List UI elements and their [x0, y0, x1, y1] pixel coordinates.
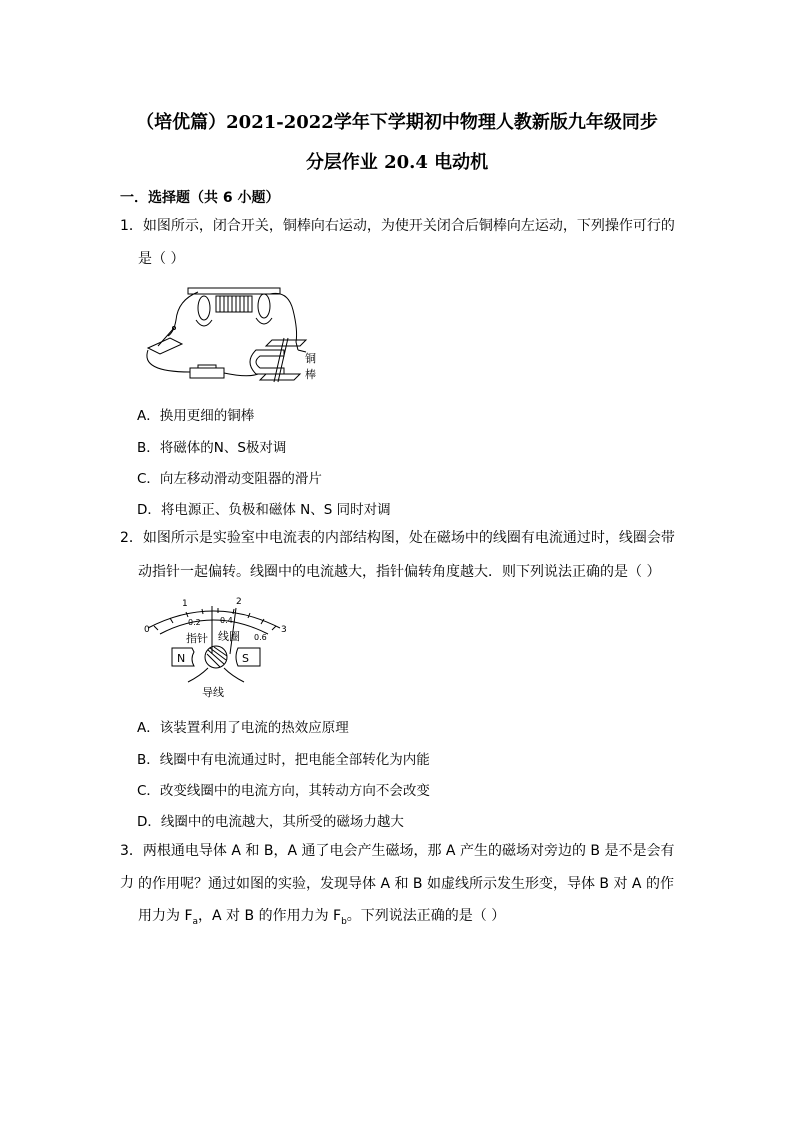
rheostat-bench [188, 288, 280, 294]
q2-option-c: C．改变线圈中的电流方向，其转动方向不会改变 [137, 783, 430, 799]
question-3-line3-part-b: ，A 对 B 的作用力为 F [198, 908, 342, 924]
question-1-line2: 是（ ） [138, 251, 185, 267]
question-2-line2: 动指针一起偏转。线圈中的电流越大，指针偏转角度越大．则下列说法正确的是（ ） [138, 564, 661, 580]
question-3-line3-part-c: 。下列说法正确的是（ ） [346, 908, 506, 924]
q1-option-c: C．向左移动滑动变阻器的滑片 [137, 471, 322, 487]
q2-option-d: D．线圈中的电流越大，其所受的磁场力越大 [137, 814, 404, 830]
question-3-line3 [138, 905, 505, 927]
label-pointer: 指针 [186, 632, 208, 645]
question-3-line3-part-a: 用力为 F [138, 908, 193, 924]
clamp-right [258, 294, 270, 318]
label-coil: 线圈 [218, 630, 240, 643]
question-2 [120, 522, 680, 554]
tick-1: 1 [182, 599, 188, 609]
lead-wires [188, 668, 244, 682]
label-copper-1: 铜 [305, 352, 316, 365]
tick-0-2: 0.2 [188, 618, 201, 627]
document-title-line2: 分层作业 20.4 电动机 [305, 152, 489, 173]
q2-option-a: A．该装置利用了电流的热效应原理 [137, 720, 349, 736]
subscript-a: a [192, 916, 199, 927]
subscript-b: b [341, 916, 347, 927]
q1-option-b: B．将磁体的N、S极对调 [137, 440, 287, 456]
battery [190, 368, 224, 378]
question-3-line2: 的作用呢？通过如图的实验，发现导体 A 和 B 如虚线所示发生形变，导体 B 对 A 的作 [138, 876, 674, 892]
q1-option-a: A．换用更细的铜棒 [137, 408, 255, 424]
label-wire: 导线 [202, 686, 224, 699]
question-2-line1: 如图所示是实验室中电流表的内部结构图，处在磁场中的线圈有电流通过时，线圈会带 [142, 530, 675, 546]
question-3-line1: 两根通电导体 A 和 B，A 通了电会产生磁场，那 A 产生的磁场对旁边的 B 是不是会有力 [120, 843, 675, 891]
wire-right [270, 293, 298, 350]
question-1-line1: 如图所示，闭合开关，铜棒向右运动，为使开关闭合后铜棒向左运动，下列操作可行的 [142, 218, 675, 234]
question-2-number: 2． [120, 530, 143, 546]
question-3-number: 3． [120, 843, 143, 859]
rheostat-coil [216, 296, 252, 312]
question-1-number: 1． [120, 218, 143, 234]
inner-scale-arc [160, 620, 268, 634]
document-title-line1: （培优篇）2021-2022学年下学期初中物理人教新版九年级同步 [136, 112, 658, 133]
copper-rod [274, 338, 288, 382]
q2-option-b: B．线圈中有电流通过时，把电能全部转化为内能 [137, 752, 430, 768]
switch [148, 338, 182, 354]
label-north: N [177, 652, 186, 665]
figure-copper-rod-circuit [138, 280, 338, 385]
q1-option-d: D．将电源正、负极和磁体 N、S 同时对调 [137, 502, 391, 518]
figure-ammeter-structure [138, 592, 293, 702]
label-south: S [242, 652, 249, 665]
section-heading: 一．选择题（共 6 小题） [120, 190, 280, 206]
tick-0-6: 0.6 [254, 633, 267, 642]
clamp-left [198, 296, 210, 320]
label-copper-2: 棒 [305, 368, 316, 381]
tick-2: 2 [236, 597, 242, 607]
tick-3: 3 [281, 625, 287, 635]
tick-0: 0 [144, 625, 150, 635]
tick-0-4: 0.4 [220, 616, 233, 625]
question-1 [120, 210, 680, 242]
